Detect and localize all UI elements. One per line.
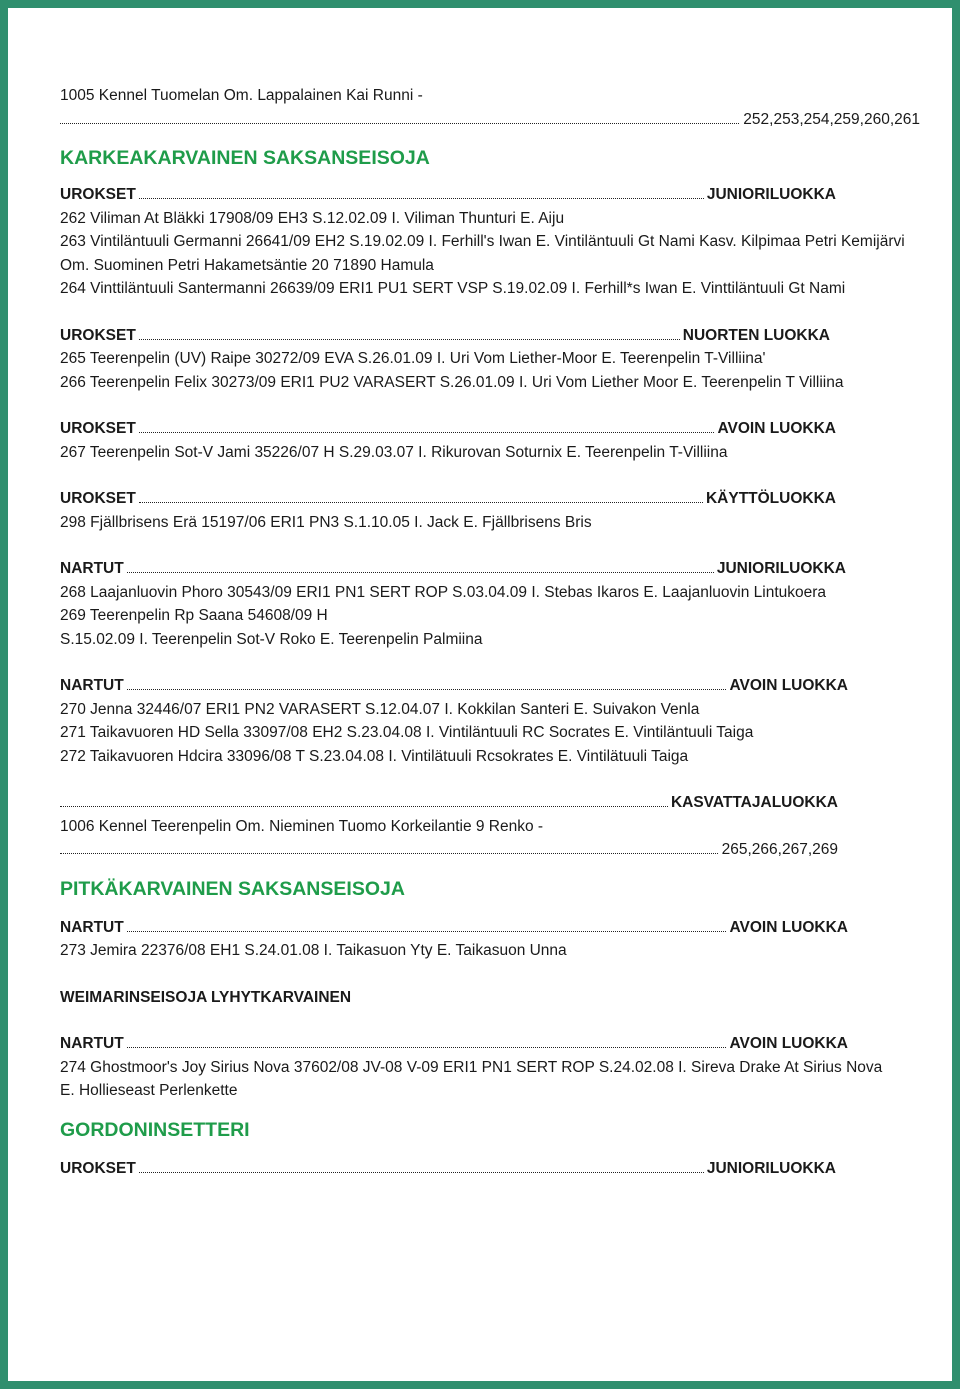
section-urokset-junioriluokka-gordon (60, 1157, 836, 1181)
section-nartut-avoin (60, 674, 848, 698)
section-class: AVOIN LUOKKA (717, 420, 836, 437)
kennel-1006-numbers-line (60, 838, 838, 862)
entry-265: 265 Teerenpelin (UV) Raipe 30272/09 EVA S.26.01.09 I. Uri Vom Liether-Moor E. Teerenpelin T-Villiina' (60, 350, 766, 367)
section-class: KÄYTTÖLUOKKA (705, 490, 836, 507)
dot-leader (127, 931, 727, 932)
entry-268: 268 Laajanluovin Phoro 30543/09 ERI1 PN1 SERT ROP S.03.04.09 I. Stebas Ikaros E. Laajanluovin Lintukoera (60, 583, 827, 601)
section-sex: UROKSET (60, 326, 136, 344)
section-class: NUORTEN LUOKKA (682, 326, 830, 344)
section-nartut-avoin-pitka (60, 916, 848, 940)
entry-272: 272 Taikavuoren Hdcira 33096/08 T S.23.04.08 I. Vintilätuuli Rcsokrates E. Vintilätuuli Taiga (60, 747, 689, 765)
entry-271: 271 Taikavuoren HD Sella 33097/08 EH2 S.23.04.08 I. Vintiläntuuli RC Socrates E. Vintiläntuuli Taiga (60, 724, 754, 741)
entry-269-line1: 269 Teerenpelin Rp Saana 54608/09 H (60, 607, 328, 624)
kennel-1005-numbers-line (60, 108, 920, 132)
dot-leader (127, 1047, 727, 1048)
catalog-page (60, 84, 920, 1180)
dot-leader (60, 123, 739, 124)
dot-leader (139, 432, 715, 433)
section-class: AVOIN LUOKKA (729, 1035, 848, 1052)
section-kasvattajaluokka (60, 791, 838, 815)
entry-274: 274 Ghostmoor's Joy Sirius Nova 37602/08 JV-08 V-09 ERI1 PN1 SERT ROP S.24.02.08 I. Sireva Drake At Sirius Nova E. Hollieseast Perlenkette (60, 1058, 883, 1099)
breed-heading-gordoninsetteri: GORDONINSETTERI (60, 1118, 250, 1141)
entry-262: 262 Viliman At Bläkki 17908/09 EH3 S.12.02.09 I. Viliman Thunturi E. Aiju (60, 209, 565, 227)
section-class: JUNIORILUOKKA (706, 1159, 836, 1177)
breed-heading-weimarinseisoja: WEIMARINSEISOJA LYHYTKARVAINEN (60, 988, 352, 1006)
section-sex: UROKSET (60, 420, 136, 437)
kennel-1005-numbers: 252,253,254,259,260,261 (743, 110, 920, 128)
entry-270: 270 Jenna 32446/07 ERI1 PN2 VARASERT S.12.04.07 I. Kokkilan Santeri E. Suivakon Venla (60, 700, 700, 718)
breed-heading-karkeakarvainen: KARKEAKARVAINEN SAKSANSEISOJA (60, 147, 430, 169)
section-sex: NARTUT (60, 1035, 124, 1052)
dot-leader (60, 806, 668, 807)
section-sex: UROKSET (60, 1159, 136, 1177)
section-class: JUNIORILUOKKA (716, 560, 846, 577)
section-nartut-avoin-weimar (60, 1032, 848, 1056)
kennel-1005-line: 1005 Kennel Tuomelan Om. Lappalainen Kai Runni - (60, 87, 423, 104)
section-sex: NARTUT (60, 677, 124, 694)
section-urokset-nuorten (60, 324, 830, 348)
breed-heading-pitkakarvainen: PITKÄKARVAINEN SAKSANSEISOJA (60, 877, 405, 900)
kennel-1006-line: 1006 Kennel Teerenpelin Om. Nieminen Tuomo Korkeilantie 9 Renko - (60, 817, 544, 835)
section-sex: NARTUT (60, 918, 124, 936)
section-urokset-kayttoluokka (60, 487, 836, 511)
entry-267: 267 Teerenpelin Sot-V Jami 35226/07 H S.29.03.07 I. Rikurovan Soturnix E. Teerenpelin T-Villiina (60, 443, 728, 461)
dot-leader (127, 572, 714, 573)
dot-leader (139, 198, 704, 199)
dot-leader (127, 689, 727, 690)
section-class: KASVATTAJALUOKKA (670, 794, 838, 811)
dot-leader (139, 502, 703, 503)
entry-264: 264 Vinttiläntuuli Santermanni 26639/09 ERI1 PU1 SERT VSP S.19.02.09 I. Ferhill*s Iwan E. Vinttiläntuuli Gt Nami (60, 280, 846, 297)
entry-263: 263 Vintiläntuuli Germanni 26641/09 EH2 S.19.02.09 I. Ferhill's Iwan E. Vintiläntuuli Gt Nami Kasv. Kilpimaa Petri Kemijärvi Om. Suominen Petri Hakametsäntie 20 71890 Hamula (60, 233, 905, 274)
dot-leader (60, 853, 718, 854)
entry-269-line2: S.15.02.09 I. Teerenpelin Sot-V Roko E. Teerenpelin Palmiina (60, 630, 483, 648)
section-sex: UROKSET (60, 490, 136, 507)
entry-298: 298 Fjällbrisens Erä 15197/06 ERI1 PN3 S.1.10.05 I. Jack E. Fjällbrisens Bris (60, 513, 592, 531)
section-sex: NARTUT (60, 560, 124, 577)
section-class: AVOIN LUOKKA (729, 677, 848, 694)
kennel-1006-numbers: 265,266,267,269 (721, 841, 838, 858)
entry-273: 273 Jemira 22376/08 EH1 S.24.01.08 I. Taikasuon Yty E. Taikasuon Unna (60, 942, 567, 959)
dot-leader (139, 339, 680, 340)
entry-266: 266 Teerenpelin Felix 30273/09 ERI1 PU2 VARASERT S.26.01.09 I. Uri Vom Liether Moor E. Teerenpelin T Villiina (60, 373, 844, 391)
section-nartut-junioriluokka (60, 557, 846, 581)
section-urokset-avoin (60, 417, 836, 441)
dot-leader (139, 1172, 704, 1173)
section-urokset-junioriluokka (60, 183, 836, 207)
section-class: JUNIORILUOKKA (706, 186, 836, 203)
section-sex: UROKSET (60, 186, 136, 203)
section-class: AVOIN LUOKKA (729, 918, 848, 936)
